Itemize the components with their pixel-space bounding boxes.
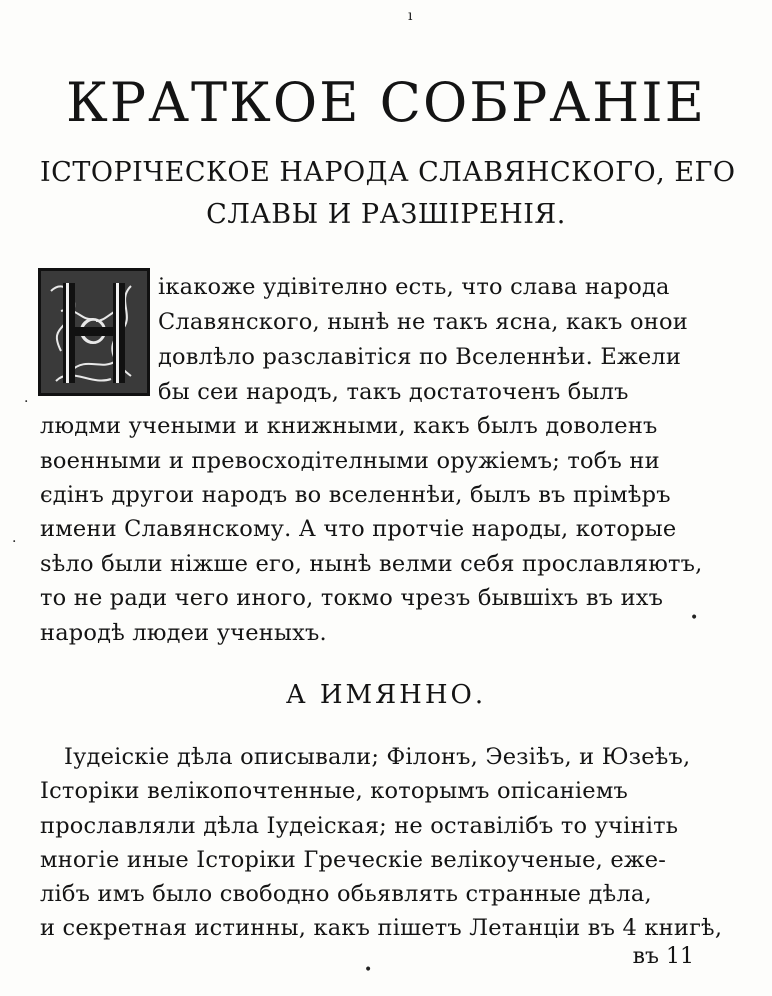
paragraph-1-line-11: народѣ людеи ученыхъ. bbox=[40, 620, 327, 646]
print-mark-dot: • bbox=[364, 962, 373, 978]
paragraph-1-line-5: людми учеными и книжными, какъ былъ доволенъ bbox=[40, 413, 658, 439]
paragraph-1-line-7: єдiнъ другои народъ во вселеннѣи, былъ въ прiмѣръ bbox=[40, 482, 671, 508]
paragraph-1-line-8: имени Славянскому. А что протчiе народы, которые bbox=[40, 516, 677, 542]
ornamental-initial-icon bbox=[38, 268, 150, 396]
paragraph-2-line-2: Iсторiки велiкопочтенные, которымъ опiсанiемъ bbox=[40, 778, 629, 804]
print-mark-dot: · bbox=[12, 534, 17, 550]
catchword: въ 11 bbox=[632, 944, 694, 969]
paragraph-1-line-6: военными и превосходiтелными оружiемъ; тобъ ни bbox=[40, 448, 660, 474]
paragraph-1-line-10: то не ради чего иного, токмо чрезъ бывшiхъ въ ихъ bbox=[40, 585, 664, 611]
page-title: КРАТКОЕ СОБРАНIЕ bbox=[65, 71, 707, 134]
paragraph-1-line-3: довлѣло разславiтiся по Вселеннѣи. Ежели bbox=[158, 344, 682, 370]
paragraph-1-line-9: ѕѣло были нiжше его, нынѣ велми себя прославляютъ, bbox=[40, 551, 703, 577]
print-mark-dot: ı bbox=[408, 8, 413, 24]
paragraph-2-line-6: и секретная истинны, какъ пiшетъ Летанцiи въ 4 книгѣ, bbox=[40, 915, 723, 941]
section-heading: А ИМЯННО. bbox=[285, 680, 487, 710]
paragraph-2-line-5: лiбъ имъ было свободно обьявлять странные дѣла, bbox=[40, 881, 652, 907]
paragraph-1-line-2: Славянского, нынѣ не такъ ясна, какъ онои bbox=[158, 309, 688, 335]
paragraph-1-line-1: iкакоже удiвiтелно есть, что слава народа bbox=[158, 274, 670, 300]
subtitle-line-1: ІСТОРIЧЕСКОЕ НАРОДА СЛАВЯНСКОГО, ЕГО bbox=[40, 157, 736, 188]
paragraph-1-line-4: бы сеи народъ, такъ достаточенъ былъ bbox=[158, 379, 629, 405]
paragraph-2-line-3: прославляли дѣла Iудеiская; не оставiлiбъ то учiнiть bbox=[40, 813, 679, 839]
paragraph-2-line-1: Iудеiскiе дѣла описывали; Фiлонъ, Эезiѣъ, и Юзеѣъ, bbox=[64, 744, 691, 770]
print-mark-dot: • bbox=[690, 610, 699, 626]
print-mark-dot: · bbox=[24, 394, 29, 410]
subtitle-line-2: СЛАВЫ И РАЗШIРЕНIЯ. bbox=[206, 199, 566, 230]
paragraph-2-line-4: многiе иные Iсторiки Греческiе велiкоученые, ежe- bbox=[40, 847, 667, 873]
